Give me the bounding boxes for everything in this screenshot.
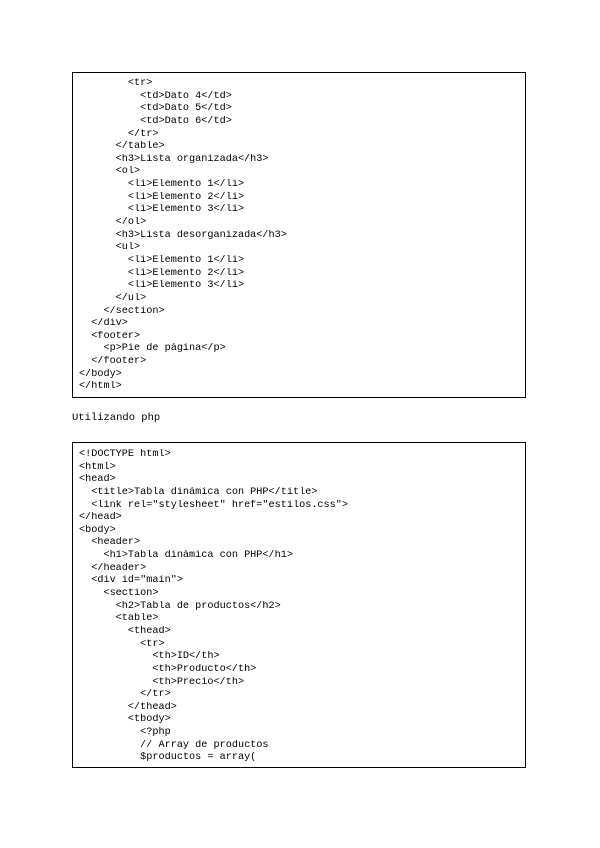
- code-line: </section>: [79, 305, 165, 317]
- code-line: </head>: [79, 512, 122, 524]
- section-caption: Utilizando php: [72, 412, 161, 424]
- code-line: <ol>: [79, 166, 141, 178]
- code-line: <html>: [79, 461, 116, 473]
- code-line: </thead>: [79, 701, 177, 713]
- code-line: <li>Elemento 1</li>: [79, 254, 245, 266]
- code-line: <tr>: [79, 78, 153, 89]
- code-line: <?php: [79, 727, 171, 739]
- code-line: <h1>Tabla dinámica con PHP</h1>: [79, 550, 293, 562]
- code-line: </footer>: [79, 356, 147, 368]
- code-line: <footer>: [79, 330, 141, 342]
- code-line: </ul>: [79, 292, 147, 304]
- code-line: </html>: [79, 381, 122, 393]
- code-line: <td>Dato 4</td>: [79, 90, 232, 102]
- code-line: <link rel="stylesheet" href="estilos.css">: [79, 499, 348, 511]
- code-line: <td>Dato 6</td>: [79, 115, 232, 127]
- code-line: <h3>Lista desorganizada</h3>: [79, 229, 287, 241]
- code-line: <div id="main">: [79, 575, 183, 587]
- code-line: <th>Precio</th>: [79, 676, 245, 688]
- code-line: <th>Producto</th>: [79, 663, 257, 675]
- code-line: </div>: [79, 318, 128, 330]
- code-line: <th>ID</th>: [79, 651, 220, 663]
- code-line: <li>Elemento 2</li>: [79, 191, 245, 203]
- code-line: <!DOCTYPE html>: [79, 449, 171, 460]
- code-line: <li>Elemento 3</li>: [79, 280, 245, 292]
- code-line: <ul>: [79, 242, 141, 254]
- code-line: </tr>: [79, 128, 159, 140]
- code-line: <p>Pie de página</p>: [79, 343, 226, 355]
- code-line: <h2>Tabla de productos</h2>: [79, 600, 281, 612]
- code-line: <h3>Lista organizada</h3>: [79, 153, 269, 165]
- code-line: <thead>: [79, 625, 171, 637]
- code-line: <head>: [79, 474, 116, 486]
- code-line: </header>: [79, 562, 147, 574]
- code-line: // Array de productos: [79, 739, 269, 751]
- code-line: </tr>: [79, 689, 171, 701]
- code-line: <li>Elemento 1</li>: [79, 179, 245, 191]
- code-line: <li>Elemento 3</li>: [79, 204, 245, 216]
- code-line: </ol>: [79, 217, 147, 229]
- code-line: <header>: [79, 537, 141, 549]
- code-line: <table>: [79, 613, 159, 625]
- code-block-php: [72, 442, 526, 768]
- code-line: <title>Tabla dinámica con PHP</title>: [79, 486, 318, 498]
- code-block-html-end: [72, 72, 526, 398]
- code-line: <li>Elemento 2</li>: [79, 267, 245, 279]
- code-line: <section>: [79, 588, 159, 600]
- code-line: <tr>: [79, 638, 165, 650]
- code-line: $productos = array(: [79, 752, 257, 764]
- code-line: </body>: [79, 368, 122, 380]
- code-line: <tbody>: [79, 714, 171, 726]
- code-line: <body>: [79, 524, 116, 536]
- code-line: </table>: [79, 141, 165, 153]
- code-line: <td>Dato 5</td>: [79, 103, 232, 115]
